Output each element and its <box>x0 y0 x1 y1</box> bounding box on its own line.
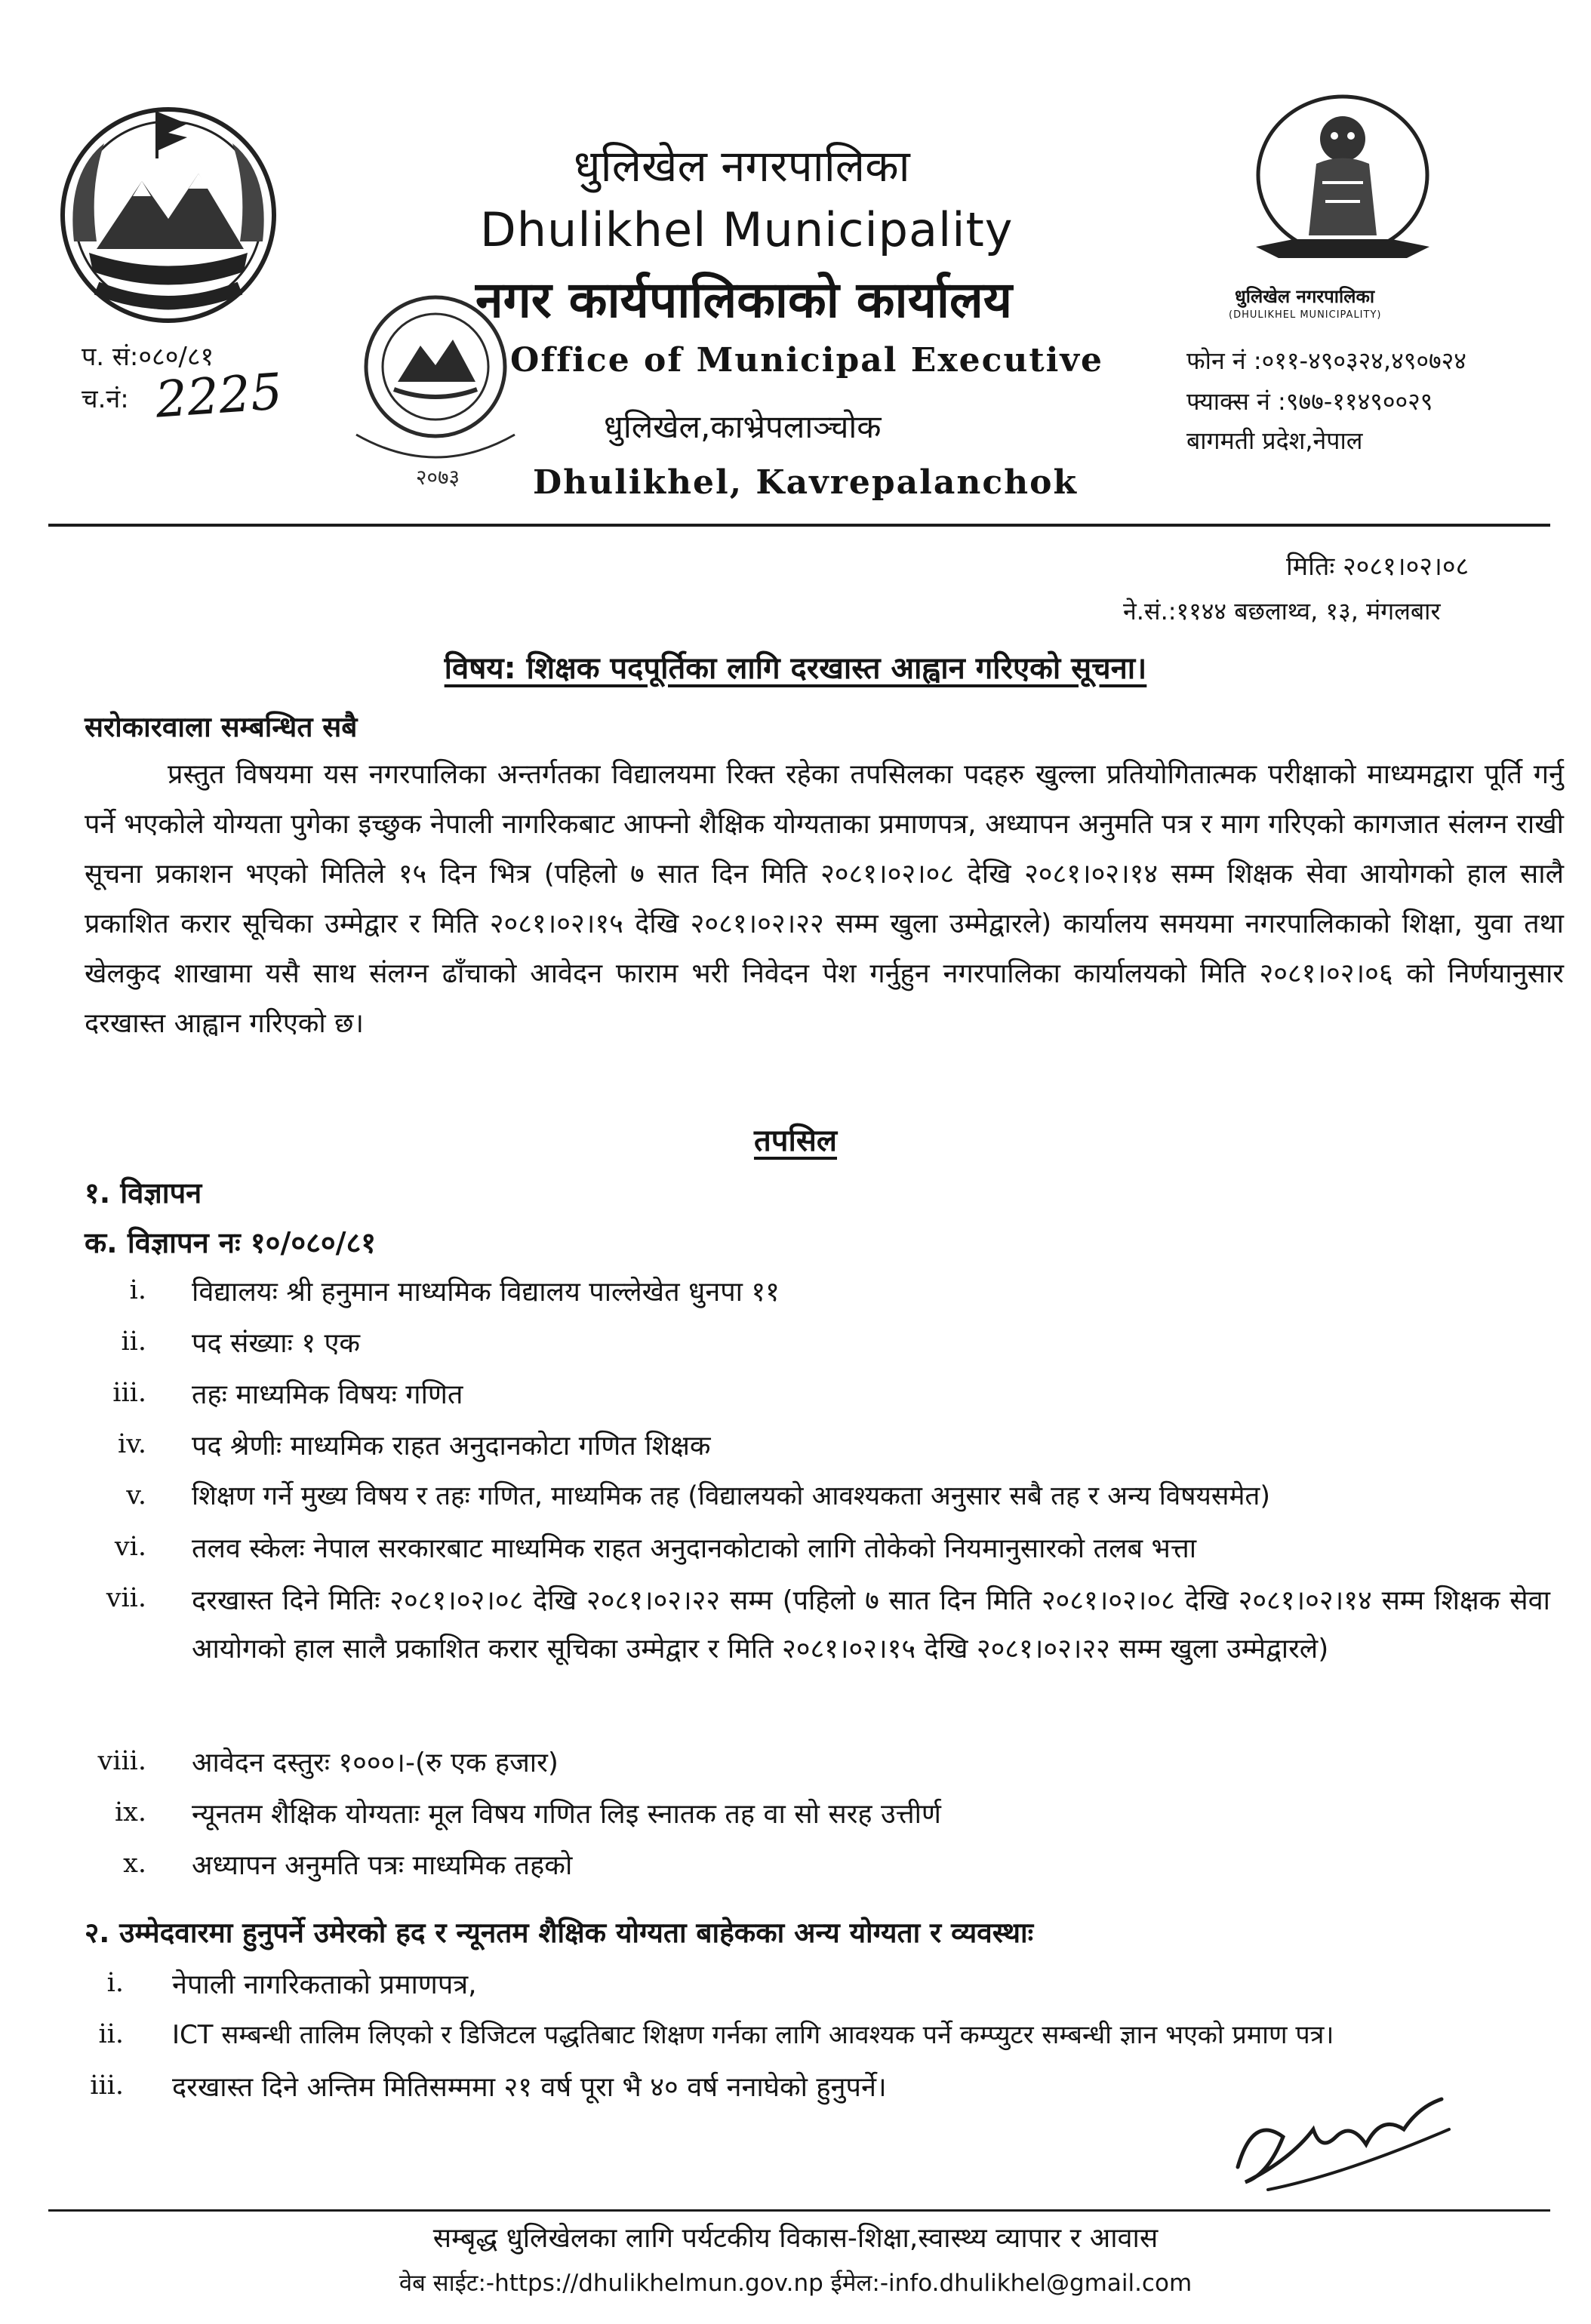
subject-line <box>0 646 1591 687</box>
list-item-number: iii. <box>90 2070 124 2101</box>
municipality-name-en: Dhulikhel Municipality <box>480 202 1014 257</box>
municipality-logo <box>1241 92 1445 284</box>
svg-text:२०७३: २०७३ <box>415 465 460 490</box>
list-item-number: x. <box>123 1849 146 1879</box>
list-item-number: iii. <box>112 1378 146 1408</box>
list-item: तहः माध्यमिक विषयः गणित <box>192 1379 463 1410</box>
dispatch-number-handwritten: 2225 <box>153 362 285 429</box>
schedule-heading-text: तपसिल <box>753 1124 838 1158</box>
logo-caption-np: धुलिखेल नगरपालिका <box>1235 286 1375 307</box>
signature <box>1223 2084 1464 2200</box>
header-divider <box>48 524 1550 527</box>
office-name-en: Office of Municipal Executive <box>510 341 1103 380</box>
list-item-number: v. <box>126 1480 146 1511</box>
list-item-number: iv. <box>118 1429 146 1459</box>
province-name: बागमती प्रदेश,नेपाल <box>1186 426 1363 455</box>
list-item-number: ii. <box>121 1326 146 1357</box>
salutation: सरोकारवाला सम्बन्धित सबै <box>85 711 358 743</box>
phone-number: फोन नं :०११-४९०३२४,४९०७२४ <box>1186 346 1466 375</box>
list-item: विद्यालयः श्री हनुमान माध्यमिक विद्यालय पाल्लेखेत धुनपा ११ <box>192 1277 780 1308</box>
dispatch-label: च.नं: <box>82 384 129 414</box>
section-1-title: १. विज्ञापन <box>85 1176 202 1210</box>
nepal-emblem <box>44 91 293 335</box>
subject-text: विषय: शिक्षक पदपूर्तिका लागि दरखास्त आह्वान गरिएको सूचना। <box>444 651 1147 686</box>
list-item: शिक्षण गर्ने मुख्य विषय र तहः गणित, माध्यमिक तह (विद्यालयको आवश्यकता अनुसार सबै तह र अन्य विषयसमेत) <box>192 1481 1270 1511</box>
list-item: न्यूनतम शैक्षिक योग्यताः मूल विषय गणित लिइ स्नातक तह वा सो सरह उत्तीर्ण <box>192 1799 941 1830</box>
footer-contact: वेब साईट:-https://dhulikhelmun.gov.np ईमेल:-info.dhulikhel@gmail.com <box>399 2270 1192 2297</box>
fax-number: फ्याक्स नं :९७७-११४९००२९ <box>1186 387 1433 416</box>
list-item: नेपाली नागरिकताको प्रमाणपत्र, <box>172 1969 477 2000</box>
footer-slogan: सम्बृद्ध धुलिखेलका लागि पर्यटकीय विकास-शिक्षा,स्वास्थ्य व्यापार र आवास <box>432 2223 1159 2254</box>
nepal-sambat-date: ने.सं.:११४४ बछलाथ्व, १३, मंगलबार <box>1123 597 1441 626</box>
section-1-subtitle: क. विज्ञापन नः १०/०८०/८१ <box>85 1226 376 1259</box>
footer-divider <box>48 2209 1550 2212</box>
list-item-number: ix. <box>114 1797 146 1828</box>
list-item: तलव स्केलः नेपाल सरकारबाट माध्यमिक राहत अनुदानकोटाको लागि तोकेको नियमानुसारको तलब भत्ता <box>192 1533 1197 1564</box>
list-item: ICT सम्बन्धी तालिम लिएको र डिजिटल पद्धतिबाट शिक्षण गर्नका लागि आवश्यक पर्ने कम्प्युटर सम्बन्धी ज्ञान भएको प्रमाण पत्र। <box>172 2020 1334 2050</box>
list-item: दरखास्त दिने अन्तिम मितिसम्ममा २१ वर्ष पूरा भै ४० वर्ष ननाघेको हुनुपर्ने। <box>172 2072 887 2103</box>
list-item-number: i. <box>106 1968 124 1998</box>
list-item: पद संख्याः १ एक <box>192 1328 361 1359</box>
list-item-number: ii. <box>98 2019 124 2049</box>
list-item-number: vi. <box>114 1532 146 1562</box>
list-item: पद श्रेणीः माध्यमिक राहत अनुदानकोटा गणित शिक्षक <box>192 1431 711 1462</box>
list-item-number: vii. <box>106 1583 146 1613</box>
section-2-title: २. उम्मेदवारमा हुनुपर्ने उमेरको हद र न्यूनतम शैक्षिक योग्यता बाहेकका अन्य योग्यता र व्यवस्थाः <box>85 1917 1034 1949</box>
reference-fiscal-year: प. सं:०८०/८१ <box>82 342 214 372</box>
list-item-number: i. <box>129 1275 146 1305</box>
municipality-name-np: धुलिखेल नगरपालिका <box>574 140 910 192</box>
list-item: आवेदन दस्तुरः १०००।-(रु एक हजार) <box>192 1748 559 1778</box>
list-item-number: viii. <box>97 1746 146 1776</box>
logo-caption-en: (DHULIKHEL MUNICIPALITY) <box>1229 309 1382 321</box>
location-np: धुलिखेल,काभ्रेपलाञ्चोक <box>604 408 882 445</box>
notice-body: प्रस्तुत विषयमा यस नगरपालिका अन्तर्गतका विद्यालयमा रिक्त रहेका तपसिलका पदहरु खुल्ला प्रतियोगितात्मक परीक्षाको माध्यमद्वारा पूर्ति गर्नु पर्ने भएकोले योग्यता पुगेका इच्छुक नेपाली नागरिकबाट आफ्नो शैक्षिक योग्यताका प्रमाणपत्र, अध्यापन अनुमति पत्र र माग गरिएको कागजात संलग्न राखी सूचना प्रकाशन भएको मितिले १५ दिन भित्र (पहिलो ७ सात दिन मिति २०८१।०२।०८ देखि २०८१।०२।१४ सम्म शिक्षक सेवा आयोगको हाल सालै प्रकाशित करार सूचिका उम्मेद्वार र मिति २०८१।०२।१५ देखि २०८१।०२।२२ सम्म खुला उम्मेद्वारले) कार्यालय समयमा नगरपालिकाको शिक्षा, युवा तथा खेलकुद शाखामा यसै साथ संलग्न ढाँचाको आवेदन फाराम भरी निवेदन पेश गर्नुहुन नगरपालिका कार्यालयको मिति २०८१।०२।०६ को निर्णयानुसार दरखास्त आह्वान गरिएको छ। <box>85 759 1564 1039</box>
schedule-heading <box>0 1118 1591 1160</box>
office-name-np: नगर कार्यपालिकाको कार्यालय <box>475 271 1012 329</box>
list-item: अध्यापन अनुमति पत्रः माध्यमिक तहको <box>192 1850 573 1881</box>
list-item: दरखास्त दिने मितिः २०८१।०२।०८ देखि २०८१।०२।२२ सम्म (पहिलो ७ सात दिन मिति २०८१।०२।०८ देखि २०८१।०२।१४ सम्म शिक्षक सेवा आयोगको हाल सालै प्रकाशित करार सूचिका उम्मेद्वार र मिति २०८१।०२।१५ देखि २०८१।०२।२२ सम्म खुला उम्मेद्वारले) <box>192 1585 1550 1665</box>
location-en: Dhulikhel, Kavrepalanchok <box>533 463 1078 502</box>
letter-date: मितिः २०८१।०२।०८ <box>1286 552 1469 582</box>
